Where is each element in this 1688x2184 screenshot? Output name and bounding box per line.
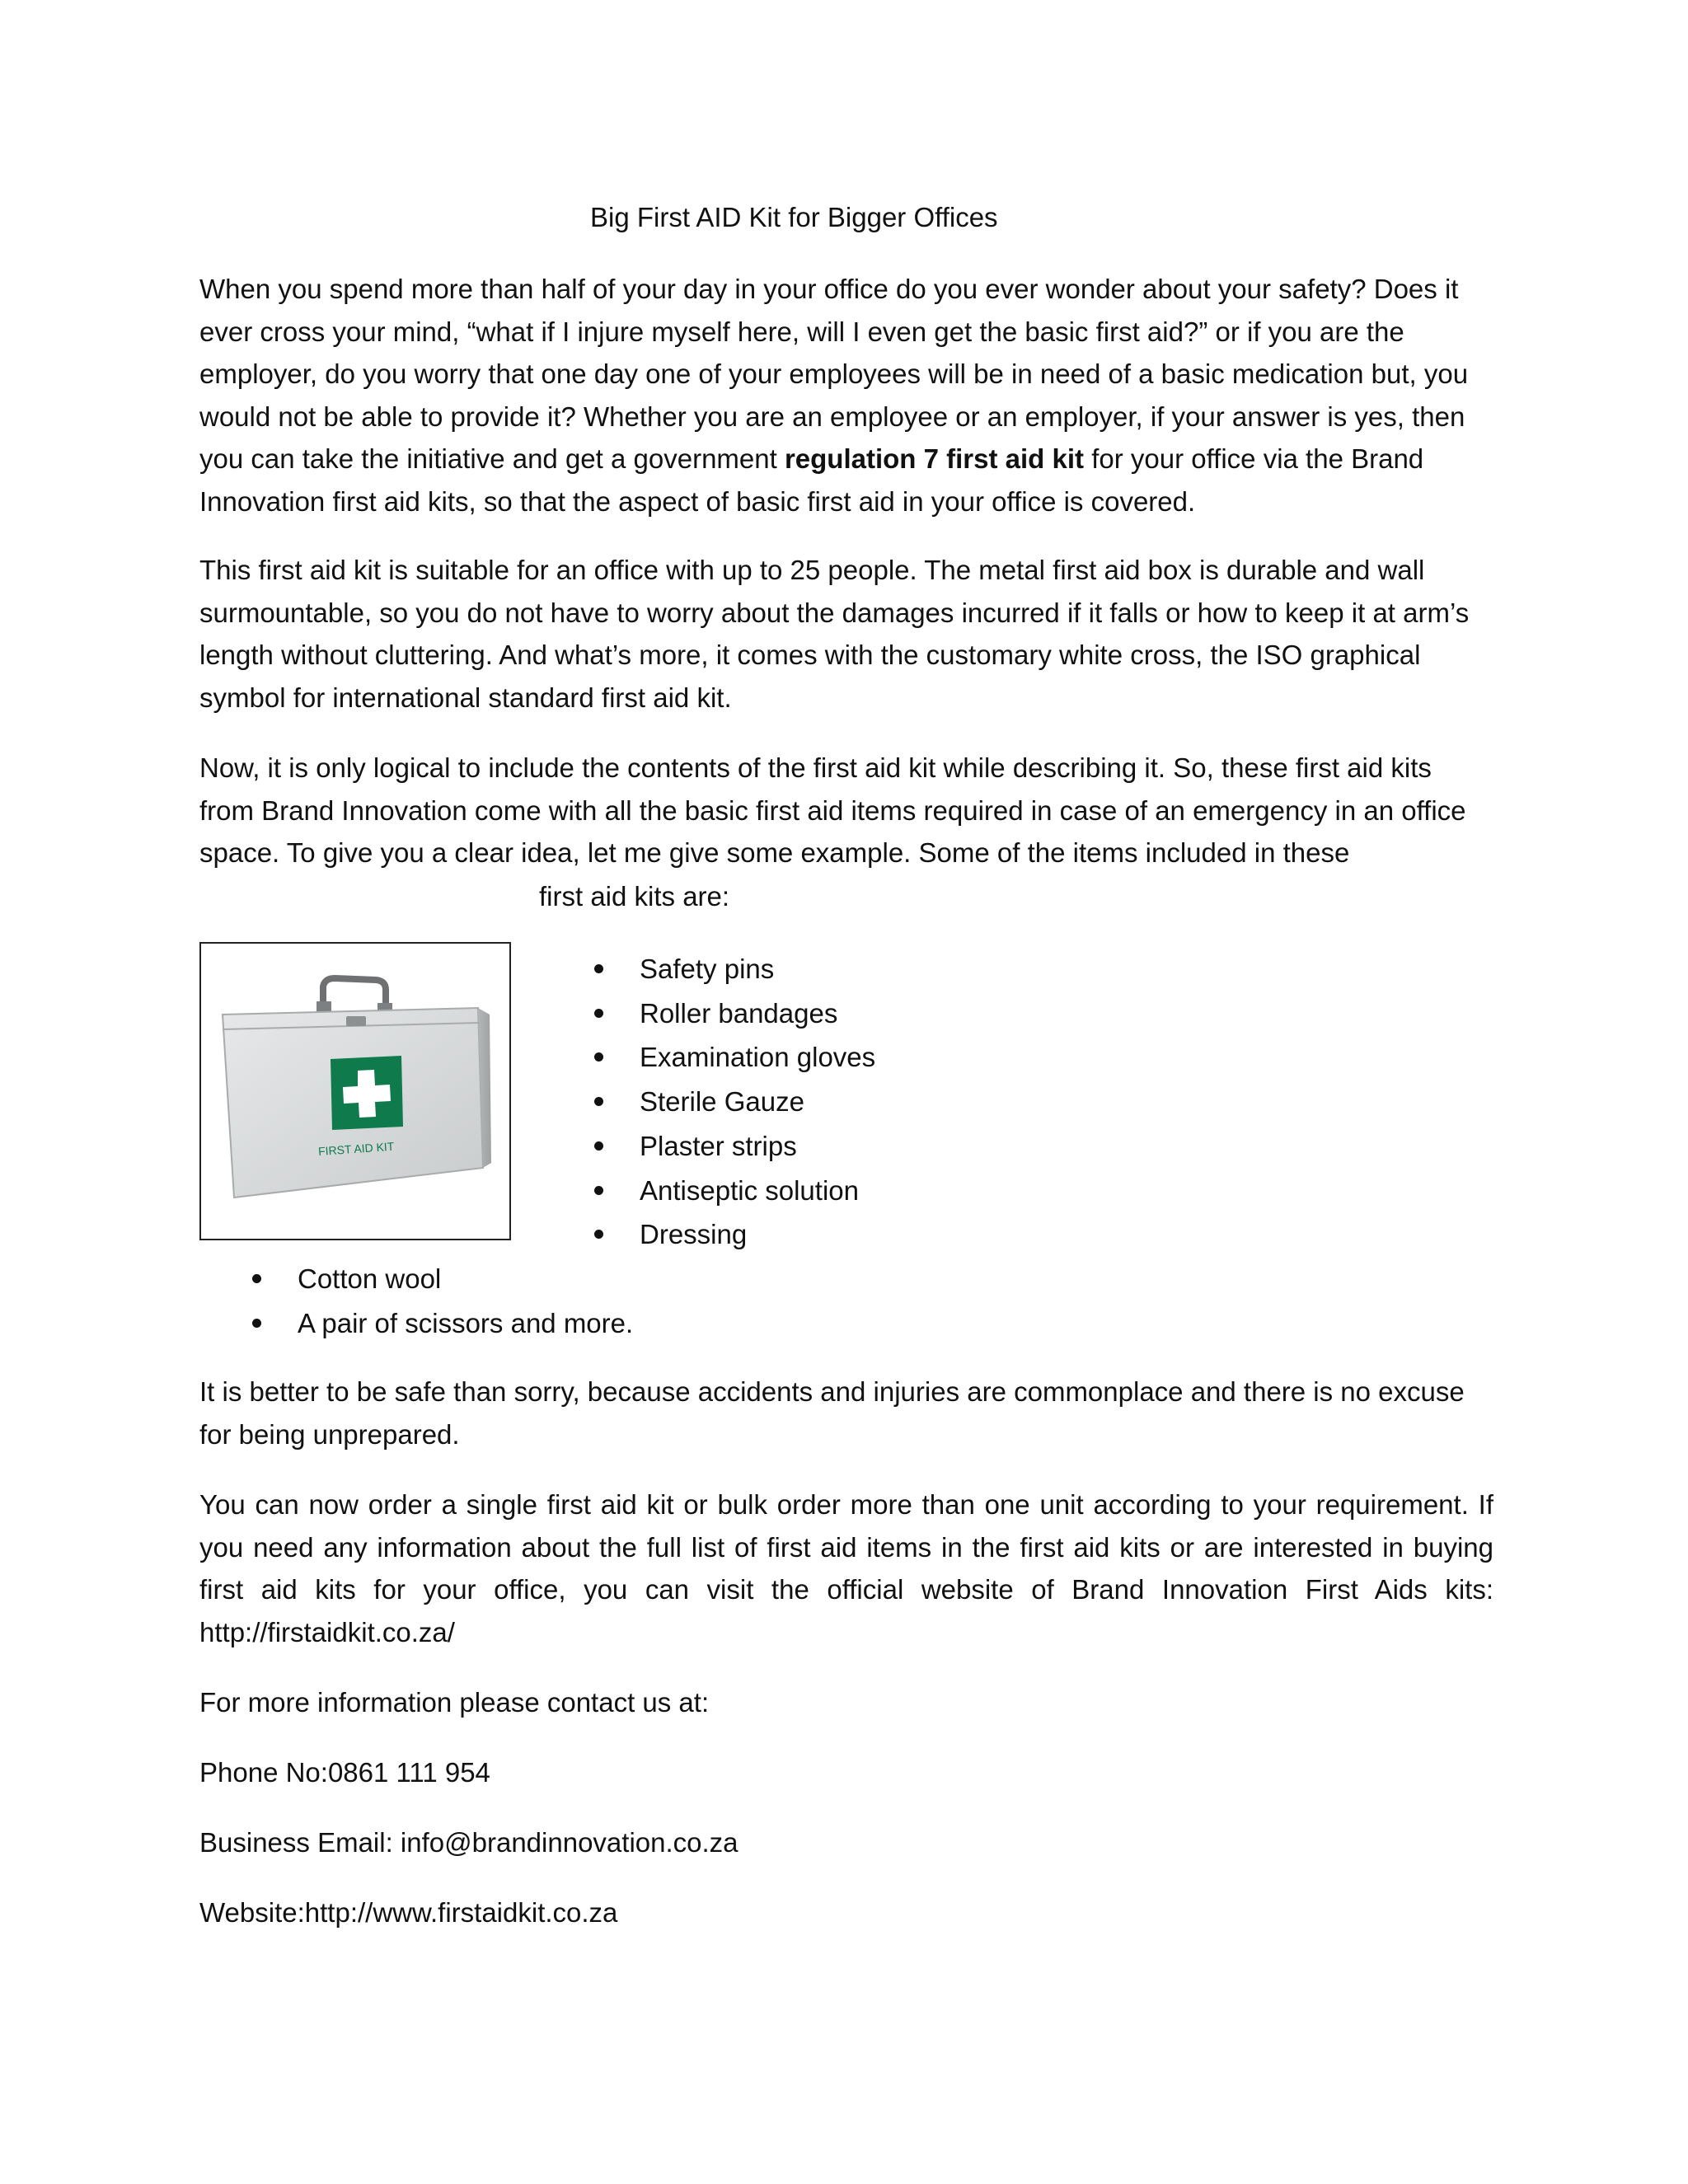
list-item: Roller bandages [640,991,875,1036]
contact-heading: For more information please contact us at: [199,1687,710,1718]
list-item: Dressing [640,1212,875,1257]
list-item: Antiseptic solution [640,1169,875,1213]
items-list-below-image [298,1257,633,1345]
bullet-icon [594,1141,603,1151]
bullet-icon [594,964,603,973]
contents-intro-paragraph: Now, it is only logical to include the contents of the first aid kit while describing it. So, these first aid kits from Brand Innovation come with all the basic first aid items required in case of an emergency in an office space. To give you a clear idea, let me give some example. Some of the items included in these [199,752,1466,868]
list-item: Cotton wool [298,1257,633,1301]
first-aid-kit-image [199,942,511,1240]
contact-phone: Phone No:0861 111 954 [199,1757,490,1788]
list-item: Plaster strips [640,1124,875,1169]
list-item: Sterile Gauze [640,1080,875,1124]
suitability-paragraph: This first aid kit is suitable for an office with up to 25 people. The metal first aid box is durable and wall surmountable, so you do not have to worry about the damages incurred if it falls or how to keep it at arm’s length without cluttering. And what’s more, it comes with the customary white cross, the ISO graphical symbol for international standard first aid kit. [199,555,1470,713]
intro-text-1: When you spend more than half of your day in your office do you ever wonder about your safety? Does it ever cross your mind, “what if I injure myself here, will I even get the basic first aid?” or if you are the employer, do you worry that one day one of your employees will be in need of a basic medication but, you would not be able to provide it? Whether you are an employee or an employer, if your answer is yes, then you can take the initiative and get a government [199,274,1469,474]
intro-text-2: for your office via the Brand Innovation first aid kits, so that the aspect of basic first aid in your office is covered. [199,443,1424,517]
intro-bold-phrase: regulation 7 first aid kit [784,443,1085,474]
safety-note-paragraph: It is better to be safe than sorry, because accidents and injuries are commonplace and there is no excuse for being unprepared. [199,1376,1465,1450]
bullet-icon [594,1009,603,1018]
bullet-icon [252,1319,261,1328]
contact-website: Website:http://www.firstaidkit.co.za [199,1897,618,1928]
bullet-icon [252,1274,261,1283]
list-item: A pair of scissors and more. [298,1301,633,1346]
order-info-paragraph: You can now order a single first aid kit or bulk order more than one unit according to your requirement. If you need any information about the full list of first aid items in the first aid kits or are interested in buying first aid kits for your office, you can visit the official website of Brand Innovation First Aids kits: http://firstaidkit.co.za/ [199,1489,1493,1647]
bullet-icon [594,1186,603,1195]
first-aid-kit-illustration [201,944,509,1239]
document-title: Big First AID Kit for Bigger Offices [590,202,998,232]
list-item: Examination gloves [640,1035,875,1080]
bullet-icon [594,1097,603,1106]
list-item: Safety pins [640,947,875,991]
intro-paragraph [199,268,1493,523]
bullet-icon [594,1230,603,1239]
contents-intro-tail: first aid kits are: [539,881,730,912]
items-list-beside-image [640,947,875,1257]
kit-label-text: FIRST AID KIT [317,1139,395,1159]
contact-email: Business Email: info@brandinnovation.co.za [199,1827,738,1858]
bullet-icon [594,1052,603,1062]
